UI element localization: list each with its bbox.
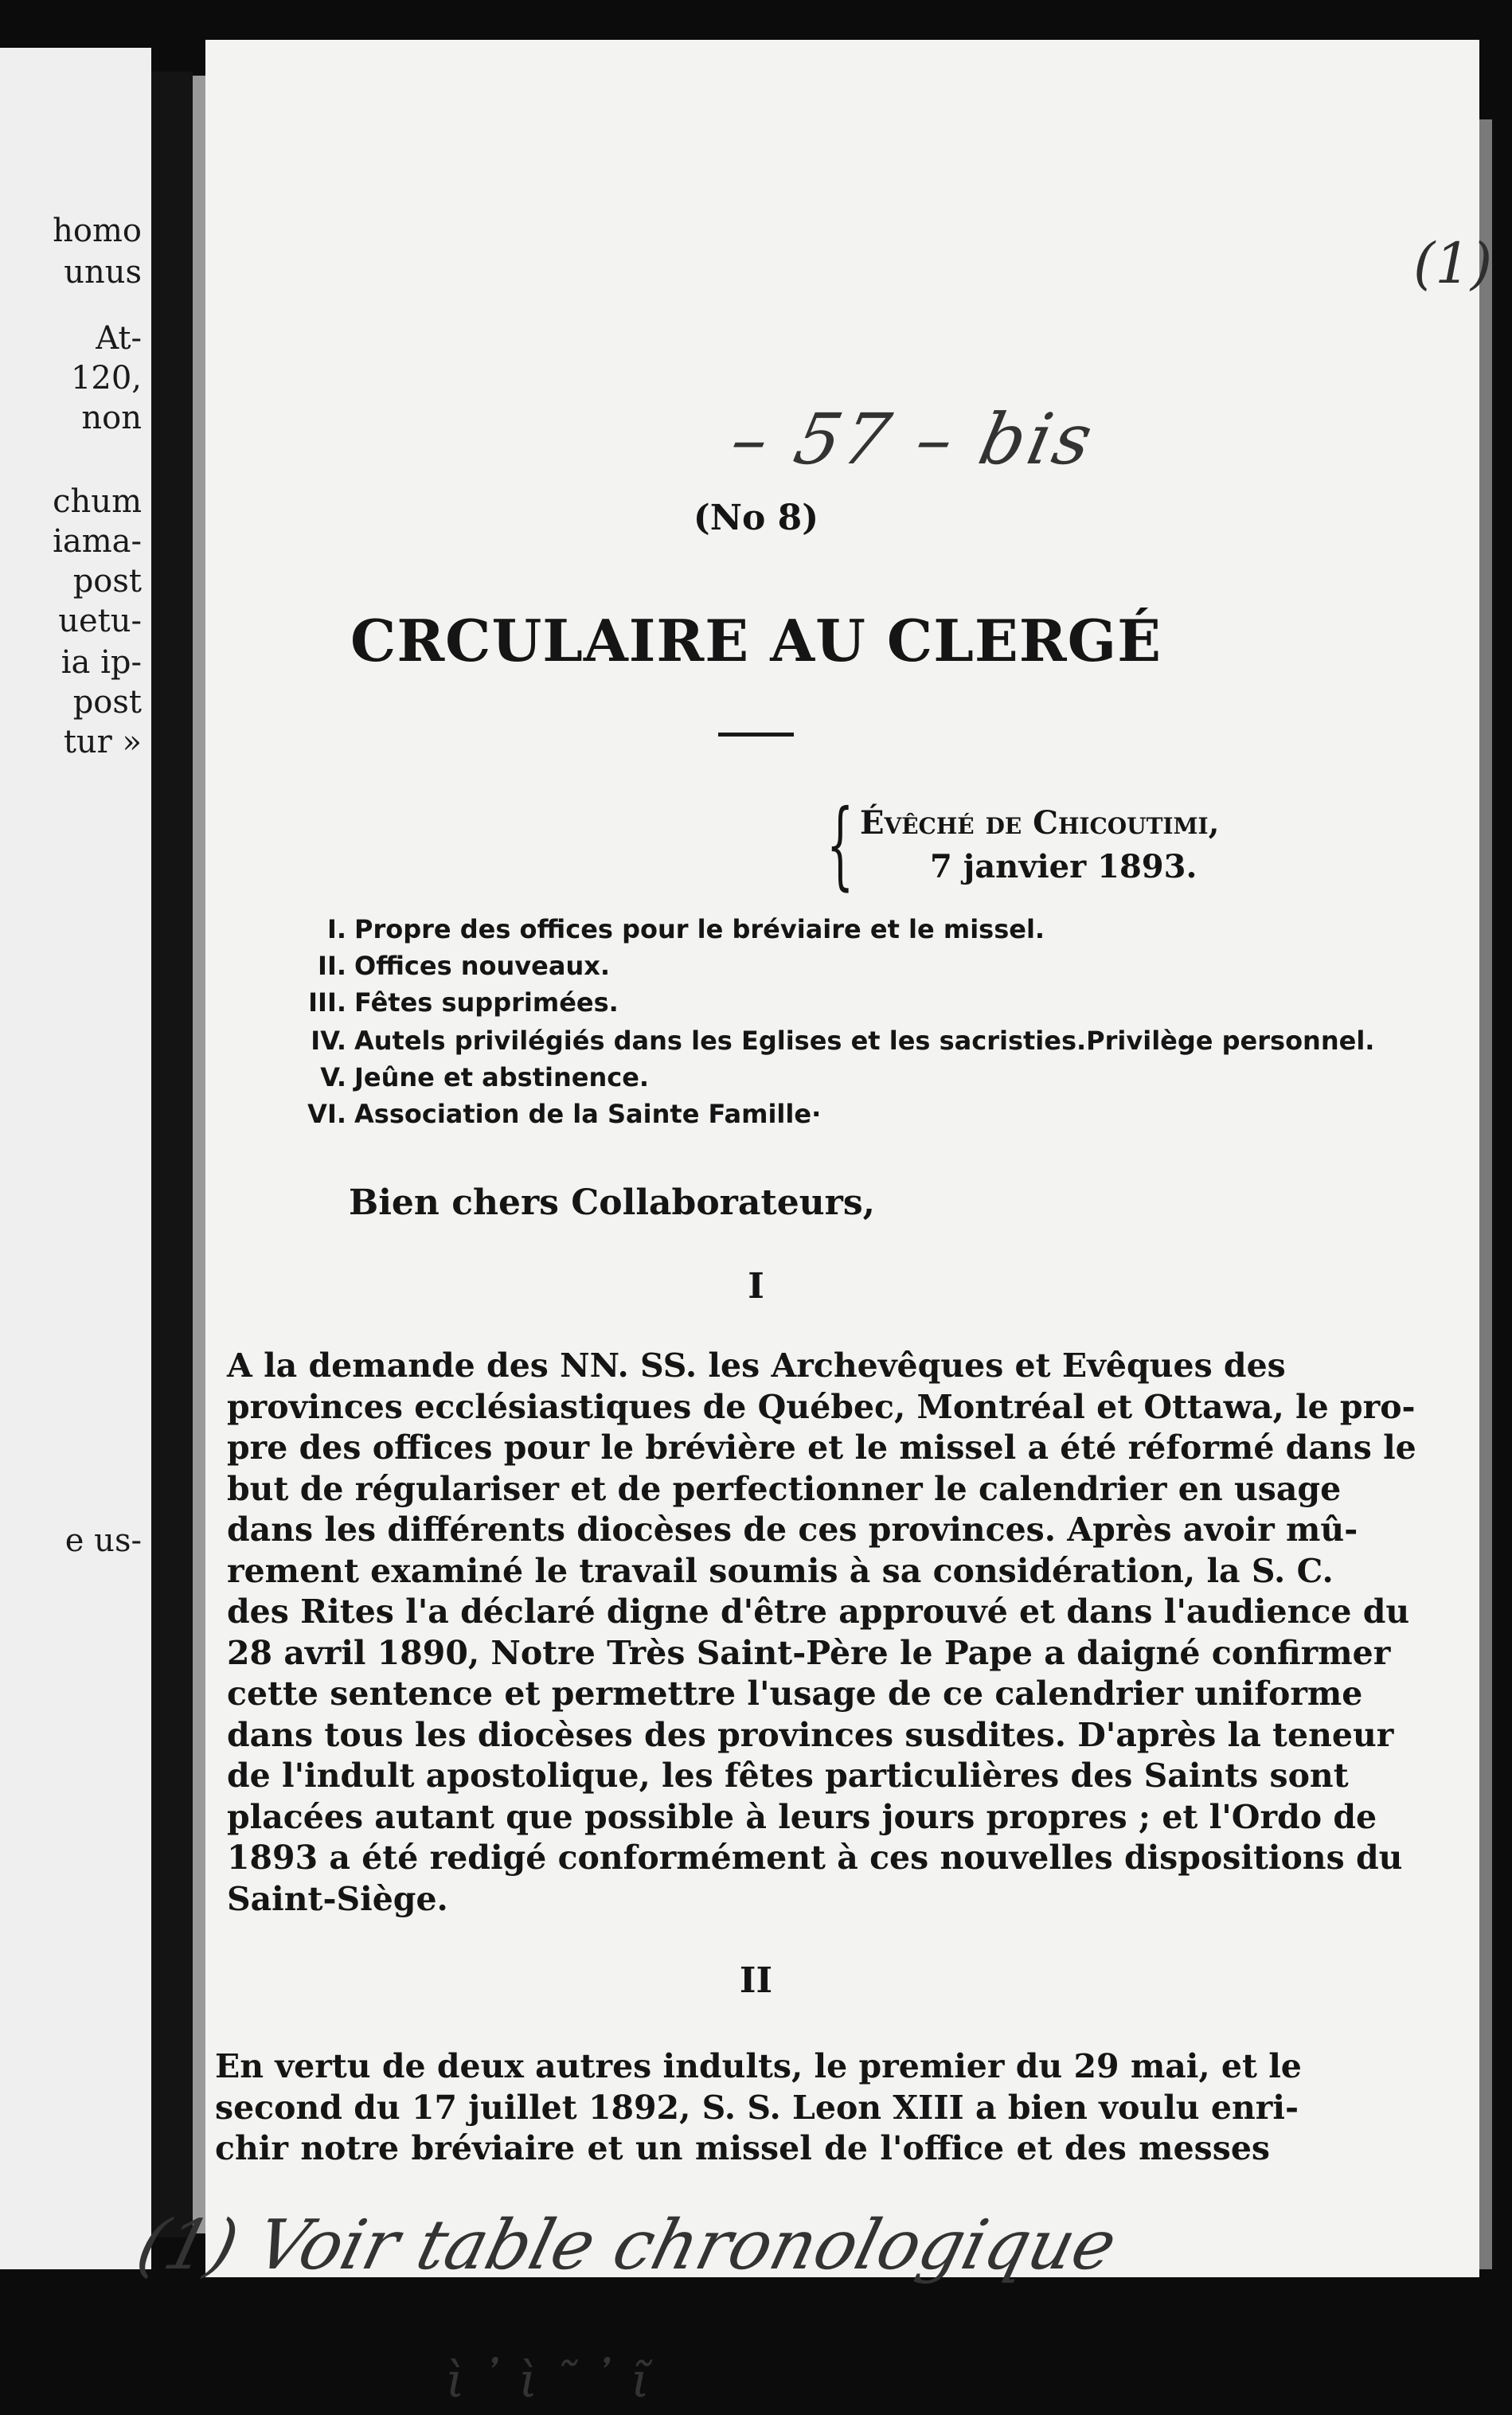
left-facing-page (0, 48, 151, 2269)
handwritten-corner-mark: (1) (1413, 231, 1493, 296)
paragraph-line: cette sentence et permettre l'usage de ce calendrier uniforme (227, 1674, 1363, 1713)
handwritten-footnote: (1) Voir table chronologique (129, 2206, 1124, 2285)
toc-item-text: Offices nouveaux. (354, 951, 611, 981)
handwritten-footnote-cutoff: ὶ ᾽ ὶ ˜ ᾽ ῖ (446, 2353, 650, 2409)
paragraph-line: 28 avril 1890, Notre Très Saint-Père le Pape a daigné confirmer (227, 1633, 1391, 1672)
left-fragment: 120, (70, 360, 142, 397)
left-fragment: tur » (63, 724, 142, 760)
paragraph-line: chir notre bréviaire et un missel de l'office et des messes (215, 2129, 1270, 2167)
book-spine-shadow (151, 72, 193, 2237)
circular-number: (No 8) (693, 498, 819, 538)
toc-item-number: VI. (307, 1099, 346, 1129)
paragraph-line: dans tous les diocèses des provinces susdites. D'après la teneur (227, 1715, 1394, 1754)
document-page (205, 40, 1479, 2277)
toc-item (299, 1099, 821, 1131)
paragraph-line: 1893 a été redigé conformément à ces nouvelles dispositions du (227, 1839, 1403, 1877)
dateline-place: Évêché de Chicoutimi, (860, 804, 1220, 842)
paragraph-line: placées autant que possible à leurs jours propres ; et l'Ordo de (227, 1797, 1377, 1836)
left-fragment: uetu- (58, 603, 142, 639)
salutation: Bien chers Collaborateurs, (349, 1182, 875, 1223)
section-heading: II (739, 1960, 773, 2001)
toc-item-text: Jeûne et abstinence. (354, 1062, 650, 1092)
paragraph-line: En vertu de deux autres indults, le premier du 29 mai, et le (215, 2047, 1302, 2085)
paragraph-line: de l'indult apostolique, les fêtes particulières des Saints sont (227, 1757, 1349, 1795)
toc-item-text: Association de la Sainte Famille· (354, 1099, 822, 1129)
paragraph-line: provinces ecclésiastiques de Québec, Montréal et Ottawa, le pro- (227, 1387, 1416, 1426)
paragraph-line: second du 17 juillet 1892, S. S. Leon XIII a bien voulu enri- (215, 2088, 1299, 2127)
dateline-brace: { (826, 790, 854, 901)
left-fragment: iama- (53, 523, 142, 560)
toc-item-number: II. (318, 951, 346, 981)
toc-item-number: V. (320, 1062, 346, 1092)
left-fragment: homo (53, 213, 142, 249)
paragraph-line: rement examiné le travail soumis à sa considération, la S. C. (227, 1551, 1334, 1590)
paragraph-line: but de régulariser et de perfectionner le calendrier en usage (227, 1469, 1342, 1508)
toc-item-text: Autels privilégiés dans les Eglises et les sacristies.Privilège personnel. (354, 1026, 1375, 1056)
left-fragment: At- (96, 320, 142, 357)
paragraph-line: A la demande des NN. SS. les Archevêques et Evêques des (227, 1346, 1286, 1385)
toc-item (299, 914, 1045, 946)
paragraph-line: pre des offices pour le brévière et le missel a été réformé dans le (227, 1428, 1416, 1467)
left-fragment: e us- (64, 1522, 142, 1559)
left-fragment: post (72, 684, 142, 721)
toc-item (299, 987, 619, 1019)
toc-item-text: Propre des offices pour le bréviaire et le missel. (354, 914, 1045, 944)
toc-item-number: IV. (311, 1026, 346, 1056)
left-fragment: ia ip- (61, 644, 142, 681)
toc-item-text: Fêtes supprimées. (354, 987, 619, 1018)
paragraph-line: des Rites l'a déclaré digne d'être approuvé et dans l'audience du (227, 1592, 1410, 1631)
toc-item (299, 1062, 649, 1094)
page-edge-shadow (1479, 119, 1492, 2269)
title-divider (718, 733, 794, 737)
left-fragment: non (81, 400, 142, 436)
section-heading: I (748, 1266, 764, 1307)
paragraph-line: dans les différents diocèses de ces provinces. Après avoir mû- (227, 1510, 1358, 1549)
toc-item (299, 951, 610, 983)
paragraph-line: Saint-Siège. (227, 1879, 448, 1918)
left-fragment: chum (53, 483, 142, 520)
left-fragment: unus (64, 254, 142, 291)
toc-item (299, 1026, 1374, 1057)
paragraph (227, 1346, 1416, 1920)
paragraph (215, 2046, 1302, 2170)
dateline-date: 7 janvier 1893. (930, 848, 1197, 885)
toc-item-number: III. (308, 987, 346, 1018)
left-fragment: post (72, 563, 142, 600)
toc-item-number: I. (326, 914, 346, 944)
handwritten-folio-number: – 57 – bis (724, 398, 1103, 480)
page-title: CRCULAIRE AU CLERGÉ (350, 607, 1162, 674)
